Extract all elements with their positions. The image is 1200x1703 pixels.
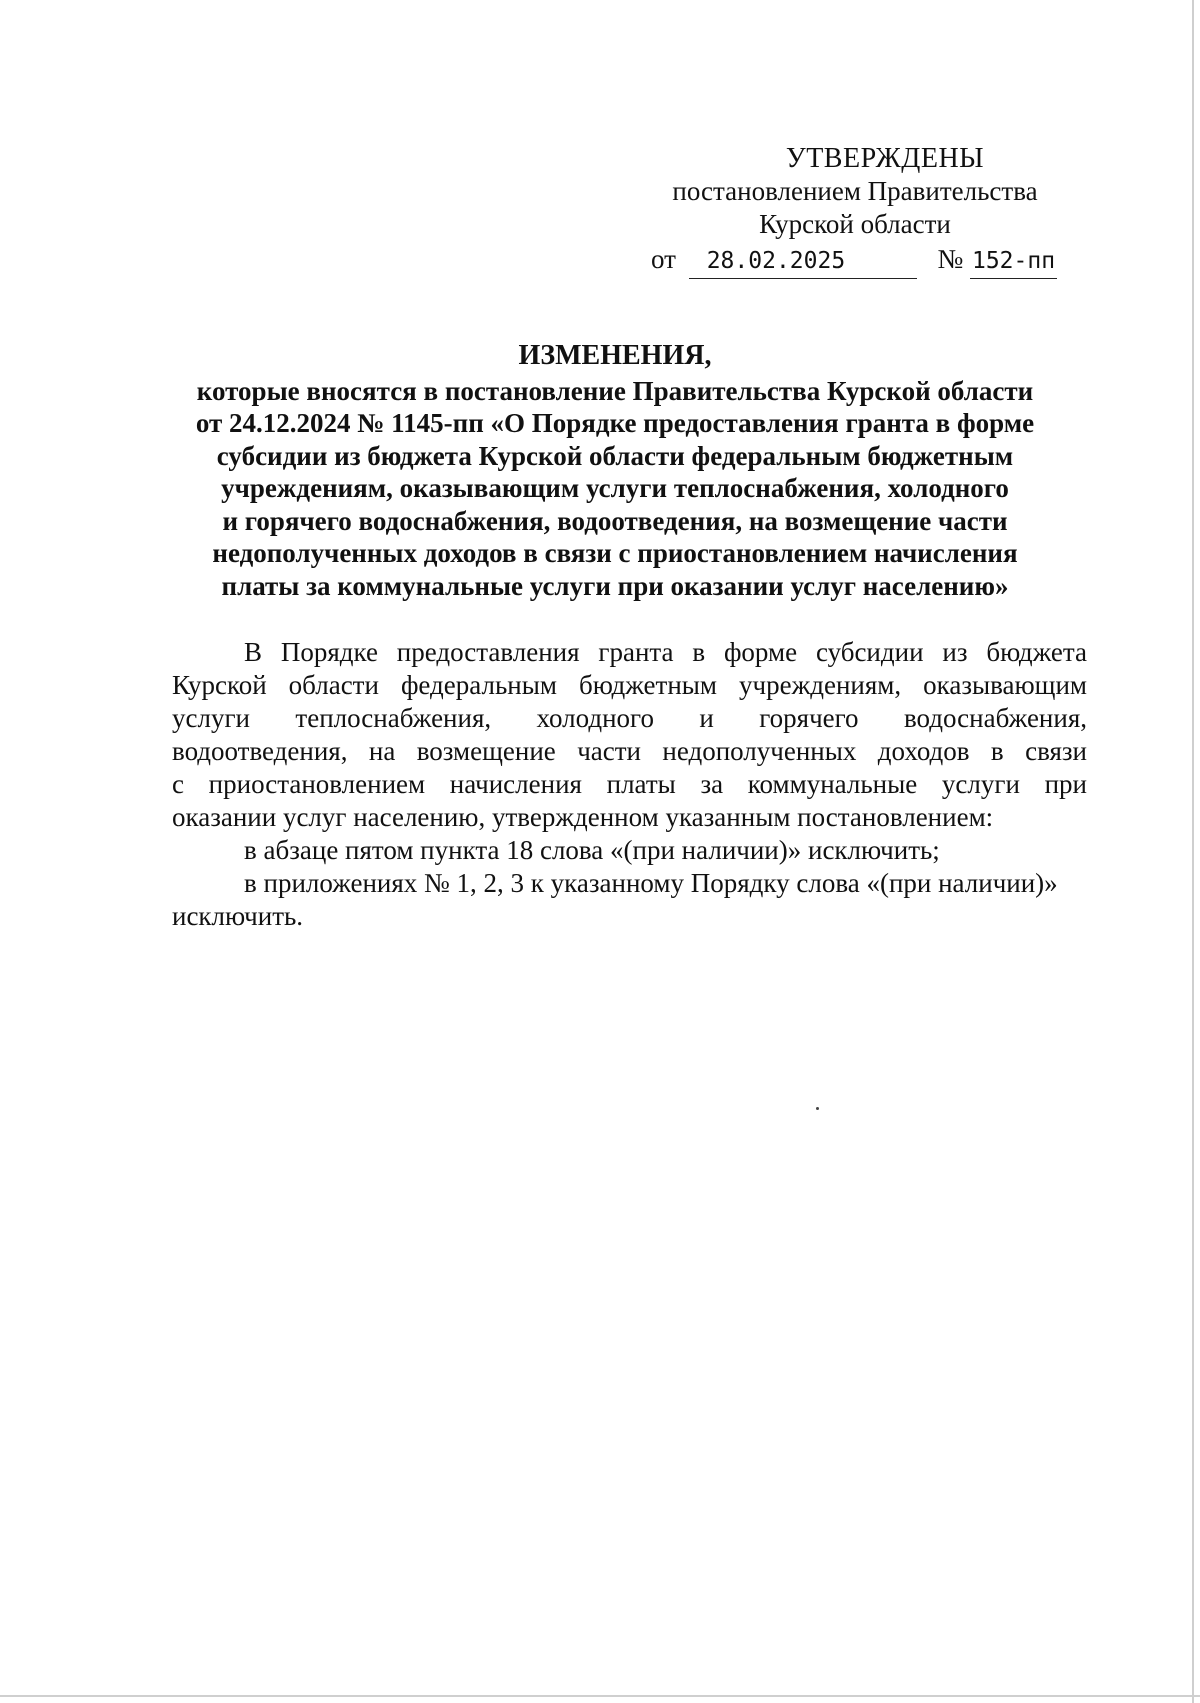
title-line: и горячего водоснабжения, водоотведения, на возмещение части <box>222 505 1008 536</box>
date-prefix: от <box>651 244 676 274</box>
title-line: платы за коммунальные услуги при оказании услуг населению» <box>221 570 1009 601</box>
title-line: от 24.12.2024 № 1145-пп «О Порядке предоставления гранта в форме <box>195 408 1035 438</box>
body-line: В Порядке предоставления гранта в форме субсидии из бюджета <box>244 637 1087 667</box>
approval-line-1: постановлением Правительства <box>672 176 1038 206</box>
body-line: с приостановлением начисления платы за коммунальные услуги при <box>172 769 1087 799</box>
approval-heading: УТВЕРЖДЕНЫ <box>785 143 985 174</box>
approval-line-2: Курской области <box>759 209 951 239</box>
title-line: учреждениям, оказывающим услуги теплоснабжения, холодного <box>221 473 1009 503</box>
body-paragraph-2: в абзаце пятом пункта 18 слова «(при наличии)» исключить; <box>244 835 940 865</box>
title-line: недополученных доходов в связи с приостановлением начисления <box>212 538 1018 568</box>
body-paragraph-1 <box>172 636 1087 834</box>
document-title <box>160 340 1070 602</box>
document-body <box>172 636 1087 933</box>
page-edge-right <box>1192 0 1194 1703</box>
number-value: 152-пп <box>970 245 1057 279</box>
approval-date-line <box>640 243 1070 279</box>
title-main: ИЗМЕНЕНИЯ, <box>518 340 712 371</box>
body-paragraph-3: в приложениях № 1, 2, 3 к указанному Порядку слова «(при наличии)» исключить. <box>172 868 1058 931</box>
body-line: Курской области федеральным бюджетным учреждениям, оказывающим <box>172 670 1087 700</box>
body-line: водоотведения, на возмещение части недополученных доходов в связи <box>172 736 1087 766</box>
title-line: субсидии из бюджета Курской области федеральным бюджетным <box>216 440 1014 471</box>
body-line: услуги теплоснабжения, холодного и горячего водоснабжения, <box>172 703 1087 733</box>
date-value: 28.02.2025 <box>689 245 917 279</box>
page-edge-bottom <box>0 1695 1200 1697</box>
title-line: которые вносятся в постановление Правительства Курской области <box>196 375 1034 406</box>
body-line: оказании услуг населению, утвержденном указанным постановлением: <box>172 802 994 832</box>
number-prefix: № <box>937 244 964 274</box>
approval-block <box>640 142 1070 279</box>
scan-speck <box>816 1107 819 1110</box>
